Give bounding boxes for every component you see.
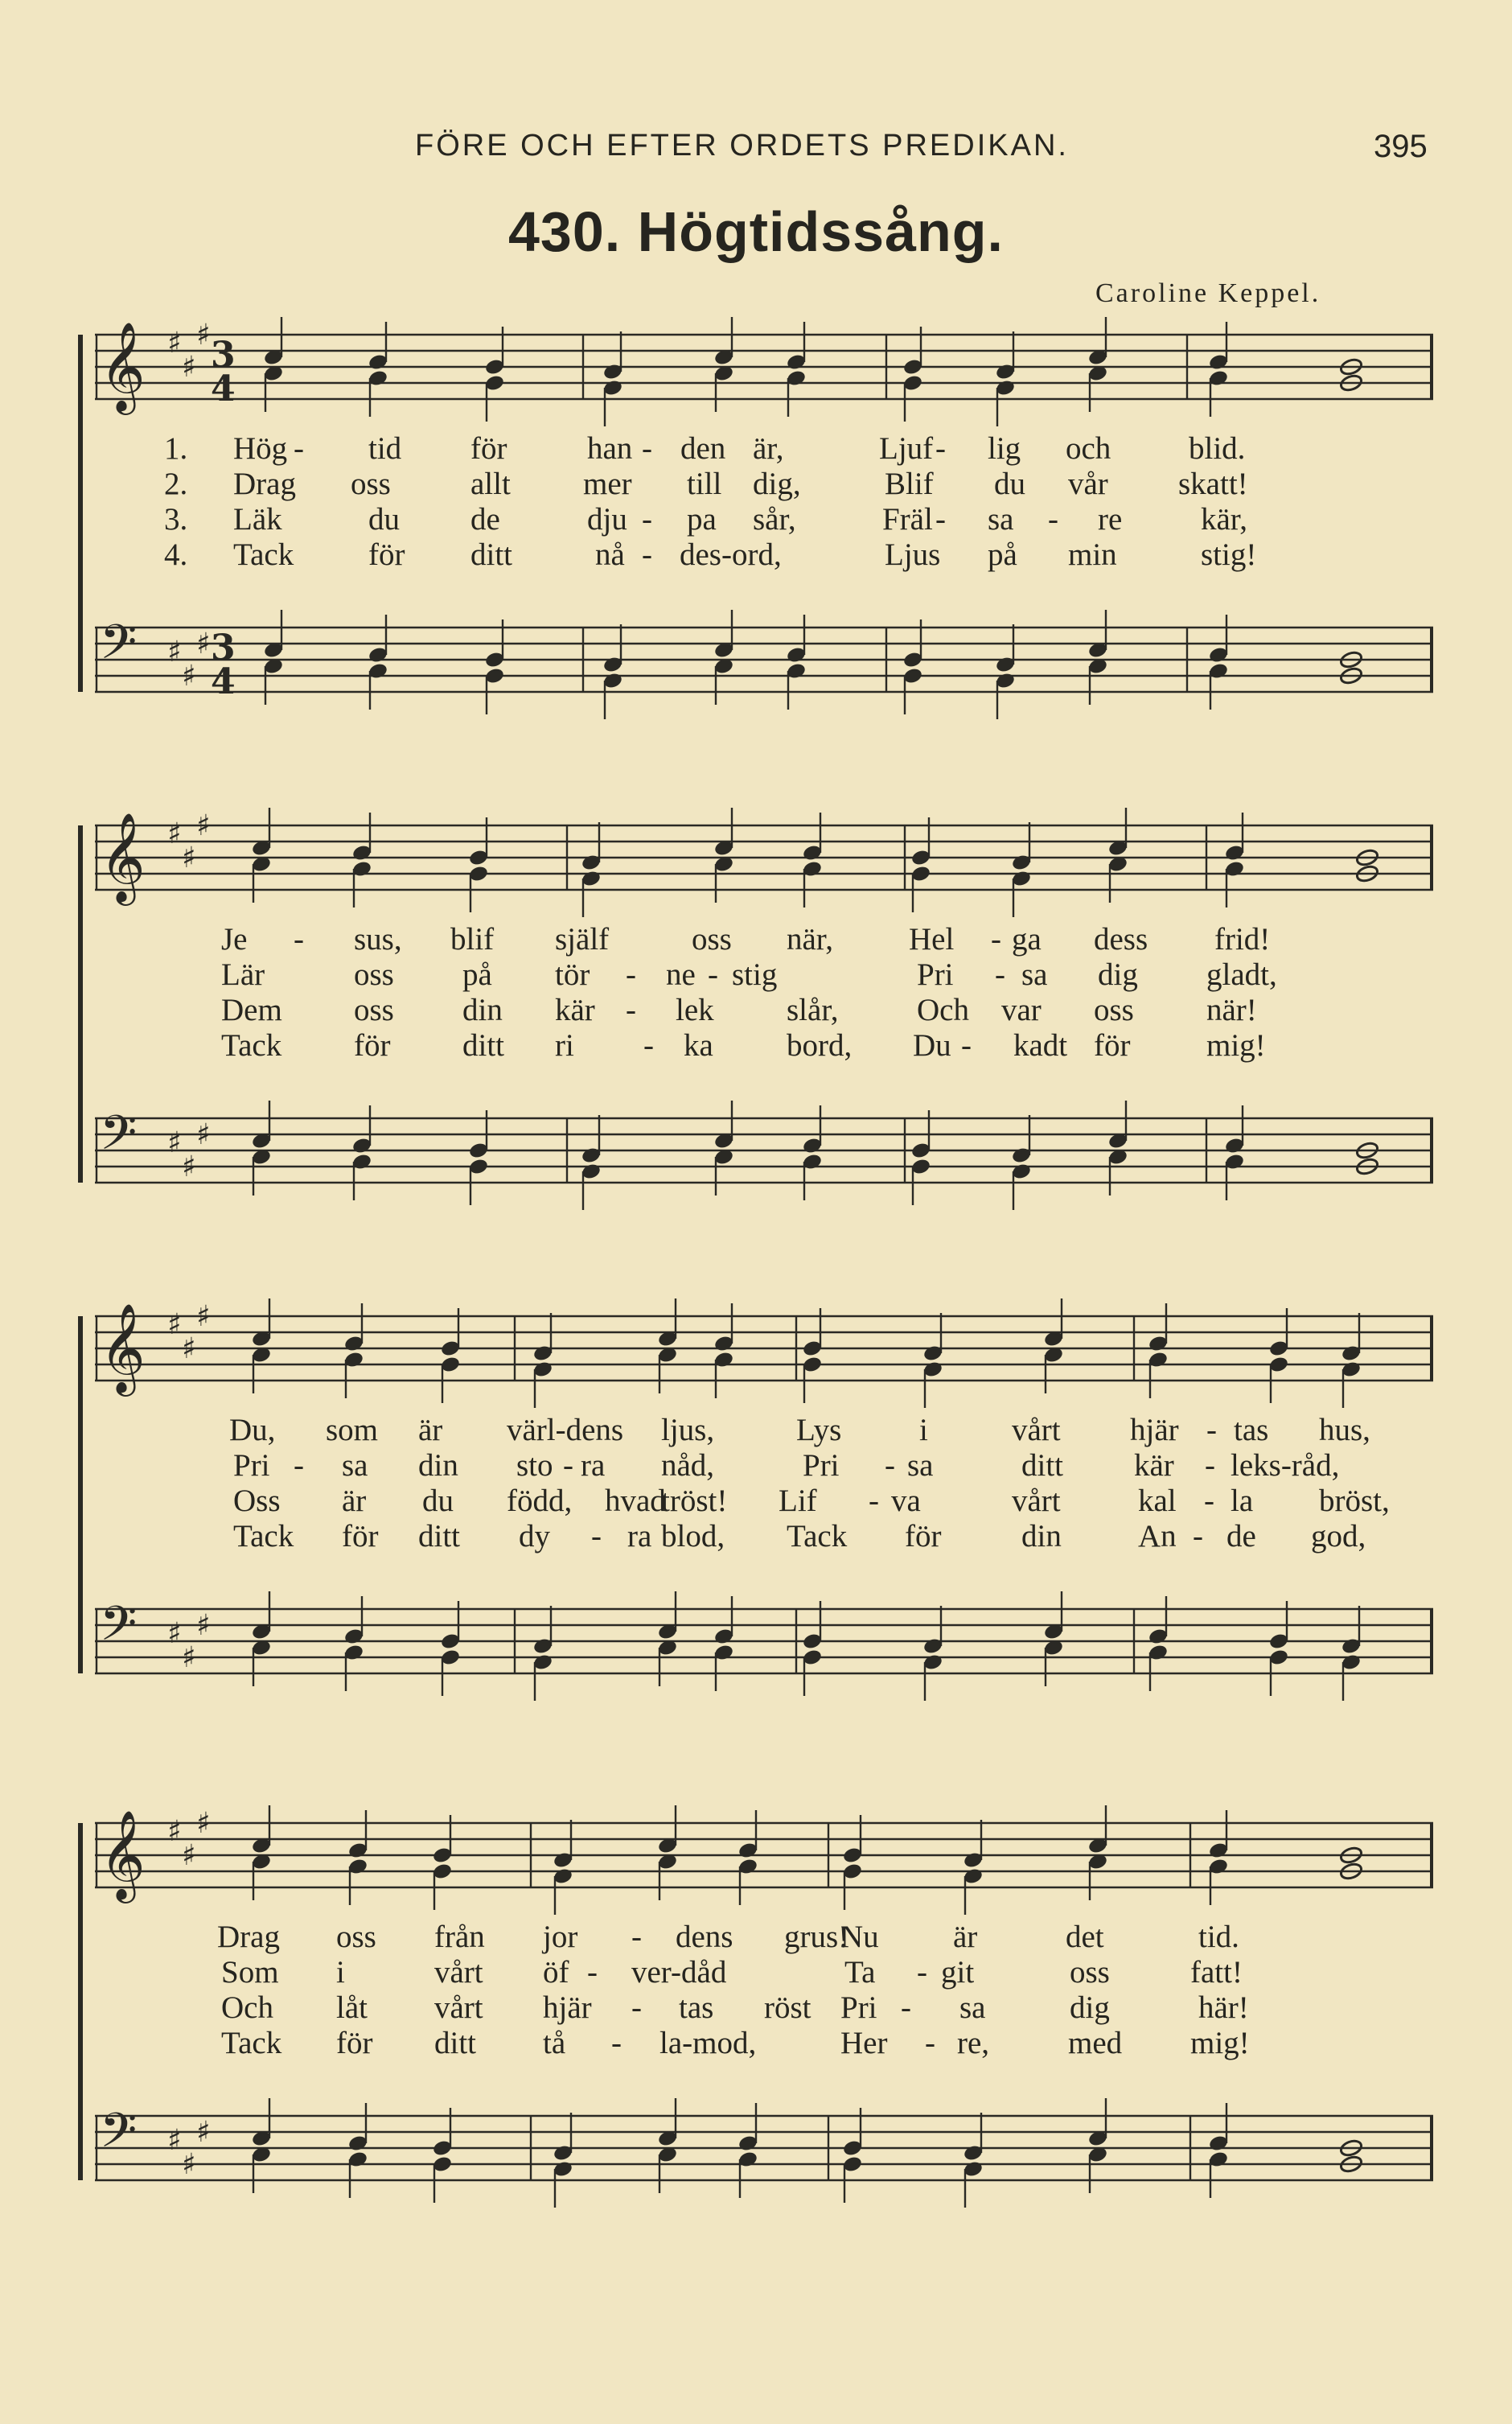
lyric-syllable: hvad <box>605 1484 666 1518</box>
lyric-syllable: - <box>1193 1519 1203 1554</box>
music-system-4 <box>0 1794 1512 2212</box>
lyric-syllable: slår, <box>787 993 839 1027</box>
lyric-syllable: - <box>708 957 718 992</box>
lyric-syllable: det <box>1066 1920 1104 1954</box>
treble-staff <box>95 808 1433 917</box>
lyric-syllable: var <box>1001 993 1042 1027</box>
lyric-syllable: - <box>626 993 636 1027</box>
sharp-icon: ♯ <box>196 1300 211 1333</box>
lyric-syllable: för <box>905 1519 942 1554</box>
lyric-syllable: och <box>1066 431 1111 466</box>
sharp-icon: ♯ <box>182 2148 196 2181</box>
lyric-syllable: tas <box>679 1990 714 2025</box>
lyric-syllable: - <box>885 1448 895 1483</box>
lyric-syllable: grus! <box>784 1920 849 1954</box>
time-signature-top: 3 <box>211 628 236 669</box>
treble-staff <box>95 1298 1433 1408</box>
lyric-syllable: dig <box>1098 957 1138 992</box>
lyric-syllable: - <box>587 1955 598 1990</box>
treble-clef-icon: 𝄞 <box>100 1303 146 1393</box>
music-system-2 <box>0 796 1512 1215</box>
lyric-syllable: - <box>294 1448 304 1483</box>
lyric-syllable: - <box>631 1920 642 1954</box>
lyric-syllable: för <box>354 1028 391 1063</box>
lyric-syllable: du <box>994 467 1025 501</box>
lyric-syllable: Ljus <box>885 537 941 572</box>
lyric-syllable: oss <box>354 993 394 1027</box>
lyric-syllable: stig <box>732 957 778 992</box>
lyric-syllable: kadt <box>1013 1028 1068 1063</box>
lyric-syllable: skatt! <box>1178 467 1248 501</box>
lyric-syllable: sa <box>1021 957 1048 992</box>
lyric-syllable: mer <box>583 467 632 501</box>
lyric-syllable: dy <box>519 1519 550 1554</box>
sharp-icon: ♯ <box>167 636 182 669</box>
lyric-syllable: i <box>919 1413 928 1447</box>
lyric-syllable: - <box>935 502 946 537</box>
lyric-syllable: med <box>1068 2026 1123 2060</box>
lyric-syllable: Tack <box>233 537 294 572</box>
lyric-syllable: - <box>901 1990 911 2025</box>
lyric-syllable: värl-dens <box>507 1413 624 1447</box>
verse-number: 1. <box>164 431 188 466</box>
lyric-syllable: god, <box>1311 1519 1366 1554</box>
lyric-syllable: fatt! <box>1190 1955 1243 1990</box>
lyric-syllable: från <box>434 1920 485 1954</box>
lyric-syllable: du <box>422 1484 454 1518</box>
lyric-syllable: - <box>631 1990 642 2025</box>
lyric-syllable: Fräl <box>882 502 933 537</box>
lyric-syllable: din <box>418 1448 458 1483</box>
lyric-syllable: jor <box>543 1920 578 1954</box>
lyric-syllable: frid! <box>1214 922 1271 957</box>
sharp-icon: ♯ <box>196 809 211 842</box>
time-signature-bottom: 4 <box>211 661 236 702</box>
lyric-syllable: Tack <box>233 1519 294 1554</box>
lyric-syllable: vårt <box>434 1990 483 2025</box>
lyric-syllable: är <box>342 1484 367 1518</box>
lyric-syllable: ditt <box>1021 1448 1064 1483</box>
lyric-syllable: här! <box>1198 1990 1249 2025</box>
lyric-syllable: ra <box>581 1448 606 1483</box>
lyric-syllable: blif <box>450 922 495 957</box>
sharp-icon: ♯ <box>167 327 182 360</box>
lyric-syllable: oss <box>1094 993 1134 1027</box>
verse-number: 3. <box>164 502 188 537</box>
lyric-syllable: Tack <box>221 2026 282 2060</box>
verse-number: 2. <box>164 467 188 501</box>
lyric-syllable: oss <box>692 922 732 957</box>
lyric-syllable: vårt <box>1012 1484 1061 1518</box>
lyric-syllable: - <box>925 2026 935 2060</box>
lyric-syllable: Pri <box>233 1448 270 1483</box>
lyric-syllable: ditt <box>434 2026 477 2060</box>
lyric-syllable: tör <box>555 957 590 992</box>
bass-clef-icon: 𝄢 <box>100 1105 138 1172</box>
lyric-syllable: dess <box>1094 922 1148 957</box>
lyric-syllable: född, <box>507 1484 573 1518</box>
sharp-icon: ♯ <box>182 1150 196 1183</box>
lyric-syllable: - <box>1204 1484 1214 1518</box>
lyric-syllable: dju <box>587 502 627 537</box>
lyric-syllable: tas <box>1234 1413 1269 1447</box>
sharp-icon: ♯ <box>167 1308 182 1341</box>
lyric-syllable: vårt <box>434 1955 483 1990</box>
lyric-syllable: Du, <box>229 1413 276 1447</box>
lyric-syllable: ri <box>555 1028 574 1063</box>
sharp-icon: ♯ <box>196 319 211 352</box>
lyric-syllable: mig! <box>1190 2026 1250 2060</box>
lyric-syllable: Nu <box>840 1920 879 1954</box>
lyric-syllable: - <box>917 1955 927 1990</box>
lyric-syllable: för <box>470 431 507 466</box>
lyric-syllable: Lif <box>779 1484 817 1518</box>
lyric-syllable: - <box>995 957 1005 992</box>
lyric-syllable: - <box>642 502 652 537</box>
lyric-syllable: för <box>1094 1028 1131 1063</box>
sharp-icon: ♯ <box>196 628 211 661</box>
lyric-syllable: - <box>991 922 1001 957</box>
sharp-icon: ♯ <box>182 1839 196 1872</box>
lyric-syllable: hus, <box>1319 1413 1370 1447</box>
lyric-syllable: Je <box>221 922 248 957</box>
lyric-syllable: tid <box>368 431 402 466</box>
lyric-syllable: för <box>368 537 405 572</box>
lyric-syllable: blid. <box>1189 431 1246 466</box>
lyric-syllable: ditt <box>462 1028 505 1063</box>
treble-clef-icon: 𝄞 <box>100 812 146 902</box>
lyric-syllable: - <box>642 431 652 466</box>
lyric-syllable: Och <box>221 1990 273 2025</box>
lyric-syllable: ditt <box>470 537 513 572</box>
lyric-syllable: bord, <box>787 1028 853 1063</box>
lyric-syllable: är, <box>753 431 784 466</box>
sharp-icon: ♯ <box>167 1617 182 1650</box>
lyric-syllable: - <box>642 537 652 572</box>
music-system-3 <box>0 1287 1512 1706</box>
lyric-syllable: på <box>988 537 1017 572</box>
lyric-syllable: - <box>563 1448 573 1483</box>
sharp-icon: ♯ <box>167 817 182 850</box>
lyric-syllable: är <box>953 1920 978 1954</box>
treble-clef-icon: 𝄞 <box>100 1809 146 1899</box>
lyric-syllable: - <box>1205 1448 1215 1483</box>
lyric-syllable: Läk <box>233 502 282 537</box>
lyric-syllable: bröst, <box>1319 1484 1390 1518</box>
bass-clef-icon: 𝄢 <box>100 1595 138 1663</box>
bass-staff <box>95 1101 1433 1210</box>
lyric-syllable: - <box>935 431 946 466</box>
lyric-syllable: Ljuf <box>879 431 934 466</box>
lyric-syllable: ga <box>1012 922 1042 957</box>
lyric-syllable: den <box>680 431 726 466</box>
lyric-syllable: mig! <box>1206 1028 1266 1063</box>
lyric-syllable: Och <box>917 993 969 1027</box>
lyric-syllable: Som <box>221 1955 279 1990</box>
lyric-syllable: min <box>1068 537 1117 572</box>
lyric-syllable: leks-råd, <box>1231 1448 1340 1483</box>
lyric-syllable: - <box>1206 1413 1217 1447</box>
lyric-syllable: dens <box>676 1920 733 1954</box>
lyric-syllable: röst <box>764 1990 811 2025</box>
lyric-syllable: - <box>1048 502 1058 537</box>
lyric-syllable: An <box>1138 1519 1177 1554</box>
sharp-icon: ♯ <box>182 660 196 693</box>
lyric-syllable: hjär <box>1130 1413 1179 1447</box>
lyric-syllable: kär <box>555 993 595 1027</box>
sharp-icon: ♯ <box>196 1609 211 1642</box>
lyric-syllable: på <box>462 957 492 992</box>
sharp-icon: ♯ <box>196 2116 211 2149</box>
lyric-syllable: Blif <box>885 467 934 501</box>
lyric-syllable: för <box>336 2026 373 2060</box>
lyric-syllable: nåd, <box>661 1448 715 1483</box>
lyric-syllable: de <box>470 502 500 537</box>
lyric-syllable: la <box>1231 1484 1254 1518</box>
lyric-syllable: - <box>294 922 304 957</box>
lyric-syllable: allt <box>470 467 511 501</box>
lyric-syllable: din <box>1021 1519 1062 1554</box>
lyric-syllable: Ta <box>844 1955 876 1990</box>
lyric-syllable: sus, <box>354 922 402 957</box>
sharp-icon: ♯ <box>182 842 196 875</box>
lyric-syllable: kal <box>1138 1484 1177 1518</box>
lyric-syllable: oss <box>1070 1955 1110 1990</box>
time-signature-bottom: 4 <box>211 368 236 409</box>
lyric-syllable: ditt <box>418 1519 461 1554</box>
lyric-syllable: öf <box>543 1955 569 1990</box>
composer: Caroline Keppel. <box>1095 278 1321 308</box>
lyric-syllable: han <box>587 431 633 466</box>
lyric-syllable: Her <box>840 2026 888 2060</box>
lyric-syllable: som <box>326 1413 379 1447</box>
lyric-syllable: dig <box>1070 1990 1110 2025</box>
lyric-syllable: låt <box>336 1990 368 2025</box>
bass-staff <box>95 610 1433 719</box>
sharp-icon: ♯ <box>196 1118 211 1151</box>
lyric-syllable: - <box>643 1028 654 1063</box>
lyric-syllable: git <box>941 1955 975 1990</box>
lyric-syllable: du <box>368 502 400 537</box>
lyric-syllable: tå <box>543 2026 566 2060</box>
lyric-syllable: Oss <box>233 1484 281 1518</box>
lyric-syllable: till <box>687 467 722 501</box>
lyric-syllable: oss <box>351 467 391 501</box>
lyric-syllable: Lys <box>796 1413 842 1447</box>
sharp-icon: ♯ <box>196 1807 211 1840</box>
sharp-icon: ♯ <box>167 1126 182 1159</box>
page-number: 395 <box>1374 129 1428 164</box>
lyric-syllable: de <box>1226 1519 1256 1554</box>
bass-clef-icon: 𝄢 <box>100 614 138 681</box>
lyric-syllable: sa <box>907 1448 934 1483</box>
lyric-syllable: sto <box>516 1448 553 1483</box>
time-signature-top: 3 <box>211 335 236 376</box>
lyric-syllable: tröst! <box>661 1484 728 1518</box>
verse-number: 4. <box>164 537 188 572</box>
lyric-syllable: i <box>336 1955 345 1990</box>
lyric-syllable: stig! <box>1201 537 1257 572</box>
lyric-syllable: hjär <box>543 1990 592 2025</box>
sharp-icon: ♯ <box>182 351 196 384</box>
sharp-icon: ♯ <box>167 2124 182 2157</box>
lyric-syllable: ra <box>627 1519 652 1554</box>
lyric-syllable: des-ord, <box>680 537 782 572</box>
lyric-syllable: vårt <box>1012 1413 1061 1447</box>
treble-clef-icon: 𝄞 <box>100 321 146 411</box>
bass-staff <box>95 2098 1433 2208</box>
lyric-syllable: ne <box>666 957 696 992</box>
lyric-syllable: för <box>342 1519 379 1554</box>
lyric-syllable: Tack <box>221 1028 282 1063</box>
lyric-syllable: lig <box>988 431 1021 466</box>
lyric-syllable: själf <box>555 922 610 957</box>
running-title: FÖRE OCH EFTER ORDETS PREDIKAN. <box>415 129 1069 163</box>
lyric-syllable: va <box>891 1484 921 1518</box>
lyric-syllable: när! <box>1206 993 1257 1027</box>
bass-staff <box>95 1591 1433 1701</box>
lyric-syllable: - <box>869 1484 879 1518</box>
lyric-syllable: ljus, <box>661 1413 715 1447</box>
treble-staff <box>95 1805 1433 1915</box>
lyric-syllable: Hög <box>233 431 288 466</box>
lyric-syllable: - <box>611 2026 622 2060</box>
lyric-syllable: oss <box>336 1920 376 1954</box>
lyric-syllable: Tack <box>787 1519 848 1554</box>
treble-staff <box>95 317 1433 426</box>
lyric-syllable: - <box>961 1028 972 1063</box>
sharp-icon: ♯ <box>182 1332 196 1365</box>
lyric-syllable: dig, <box>753 467 801 501</box>
music-system-1 <box>0 306 1512 724</box>
lyric-syllable: lek <box>676 993 714 1027</box>
lyric-syllable: gladt, <box>1206 957 1277 992</box>
lyric-syllable: oss <box>354 957 394 992</box>
lyric-syllable: Drag <box>217 1920 280 1954</box>
lyric-syllable: la-mod, <box>659 2026 757 2060</box>
lyric-syllable: när, <box>787 922 833 957</box>
lyric-syllable: nå <box>595 537 625 572</box>
lyric-syllable: kär, <box>1201 502 1247 537</box>
lyric-syllable: sa <box>988 502 1014 537</box>
score-svg <box>0 1287 1512 1706</box>
lyric-syllable: - <box>294 431 304 466</box>
lyric-syllable: sa <box>959 1990 986 2025</box>
lyric-syllable: sa <box>342 1448 368 1483</box>
sharp-icon: ♯ <box>167 1815 182 1848</box>
lyric-syllable: vår <box>1068 467 1108 501</box>
lyric-syllable: pa <box>687 502 717 537</box>
lyric-syllable: kär <box>1134 1448 1174 1483</box>
lyric-syllable: re <box>1098 502 1123 537</box>
lyric-syllable: re, <box>957 2026 990 2060</box>
hymn-title: 430. Högtidssång. <box>507 200 1005 263</box>
lyric-syllable: sår, <box>753 502 796 537</box>
lyric-syllable: är <box>418 1413 443 1447</box>
lyric-syllable: Lär <box>221 957 265 992</box>
lyric-syllable: din <box>462 993 503 1027</box>
lyric-syllable: Pri <box>917 957 954 992</box>
lyric-syllable: Du <box>913 1028 951 1063</box>
lyric-syllable: Pri <box>803 1448 840 1483</box>
lyric-syllable: - <box>591 1519 602 1554</box>
lyric-syllable: - <box>626 957 636 992</box>
lyric-syllable: Hel <box>909 922 955 957</box>
lyric-syllable: Drag <box>233 467 296 501</box>
lyric-syllable: ver-dåd <box>631 1955 727 1990</box>
lyric-syllable: Dem <box>221 993 282 1027</box>
sharp-icon: ♯ <box>182 1641 196 1674</box>
bass-clef-icon: 𝄢 <box>100 2102 138 2170</box>
lyric-syllable: Pri <box>840 1990 877 2025</box>
lyric-syllable: tid. <box>1198 1920 1239 1954</box>
lyric-syllable: blod, <box>661 1519 725 1554</box>
lyric-syllable: ka <box>684 1028 713 1063</box>
